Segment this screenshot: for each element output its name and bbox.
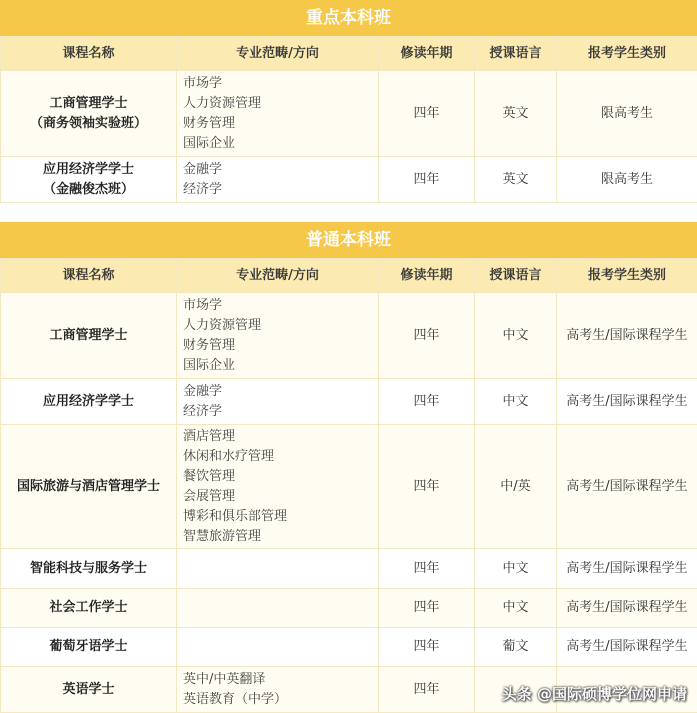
majors-cell <box>177 549 379 589</box>
course-name-line: 国际旅游与酒店管理学士 <box>1 477 176 497</box>
key-section <box>0 0 697 203</box>
course-name-line: 工商管理学士 <box>1 94 176 114</box>
course-name <box>1 628 177 667</box>
language-cell: 英文 <box>475 71 557 157</box>
eligibility-cell: 高考生/国际课程学生 <box>557 628 697 667</box>
table-row <box>1 425 697 549</box>
eligibility-cell: 高考生/国际课程学生 <box>557 293 697 379</box>
table-row <box>1 157 697 203</box>
major-item: 酒店管理 <box>183 427 378 447</box>
table-row <box>1 71 697 157</box>
course-name-line: 应用经济学学士 <box>1 392 176 412</box>
regular-course-table <box>0 258 697 713</box>
language-cell: 中/英 <box>475 425 557 549</box>
regular-section-title: 普通本科班 <box>0 222 697 258</box>
header-language: 授课语言 <box>475 259 557 293</box>
course-name-line: 社会工作学士 <box>1 598 176 618</box>
majors-cell <box>177 425 379 549</box>
language-cell: 中文 <box>475 379 557 425</box>
language-cell: 葡文 <box>475 628 557 667</box>
table-row <box>1 549 697 589</box>
majors-cell <box>177 157 379 203</box>
regular-section <box>0 222 697 713</box>
years-cell: 四年 <box>379 589 475 628</box>
course-name-line: 英语学士 <box>1 680 176 700</box>
majors-cell <box>177 71 379 157</box>
table-row <box>1 589 697 628</box>
years-cell: 四年 <box>379 667 475 713</box>
table-row <box>1 293 697 379</box>
major-item: 人力资源管理 <box>183 316 378 336</box>
key-section-title: 重点本科班 <box>0 0 697 36</box>
major-item: 英中/中英翻译 <box>183 670 378 690</box>
header-course-name: 课程名称 <box>1 37 177 71</box>
years-cell: 四年 <box>379 71 475 157</box>
language-cell: 英文 <box>475 157 557 203</box>
language-cell: 中文 <box>475 293 557 379</box>
table-header-row <box>1 37 697 71</box>
header-course-name: 课程名称 <box>1 259 177 293</box>
course-name <box>1 71 177 157</box>
major-item: 经济学 <box>183 402 378 422</box>
major-item: 经济学 <box>183 180 378 200</box>
course-name-line: （金融俊杰班） <box>1 180 176 200</box>
header-years: 修读年期 <box>379 259 475 293</box>
major-item: 休闲和水疗管理 <box>183 447 378 467</box>
major-item: 财务管理 <box>183 336 378 356</box>
course-name <box>1 549 177 589</box>
table-row <box>1 379 697 425</box>
major-item: 博彩和俱乐部管理 <box>183 507 378 527</box>
header-majors: 专业范畴/方向 <box>177 259 379 293</box>
years-cell: 四年 <box>379 425 475 549</box>
course-name-line: 应用经济学学士 <box>1 160 176 180</box>
course-name-line: 智能科技与服务学士 <box>1 559 176 579</box>
major-item: 人力资源管理 <box>183 94 378 114</box>
major-item: 金融学 <box>183 160 378 180</box>
key-course-table <box>0 36 697 203</box>
table-row <box>1 628 697 667</box>
table-header-row <box>1 259 697 293</box>
major-item: 财务管理 <box>183 114 378 134</box>
course-name <box>1 667 177 713</box>
years-cell: 四年 <box>379 293 475 379</box>
eligibility-cell: 高考生/国际课程学生 <box>557 589 697 628</box>
major-item: 国际企业 <box>183 356 378 376</box>
course-name <box>1 293 177 379</box>
major-item: 会展管理 <box>183 487 378 507</box>
eligibility-cell: 高考生/国际课程学生 <box>557 425 697 549</box>
majors-cell <box>177 667 379 713</box>
course-name <box>1 379 177 425</box>
major-item: 国际企业 <box>183 134 378 154</box>
years-cell: 四年 <box>379 549 475 589</box>
eligibility-cell: 限高考生 <box>557 71 697 157</box>
major-item: 市场学 <box>183 296 378 316</box>
eligibility-cell: 限高考生 <box>557 157 697 203</box>
eligibility-cell: 高考生/国际课程学生 <box>557 549 697 589</box>
course-name-line: 工商管理学士 <box>1 326 176 346</box>
majors-cell <box>177 293 379 379</box>
major-item: 市场学 <box>183 74 378 94</box>
eligibility-cell: 高考生/国际课程学生 <box>557 379 697 425</box>
language-cell: 中文 <box>475 549 557 589</box>
course-name-line: 葡萄牙语学士 <box>1 637 176 657</box>
header-years: 修读年期 <box>379 37 475 71</box>
major-item: 智慧旅游管理 <box>183 527 378 547</box>
header-eligibility: 报考学生类别 <box>557 37 697 71</box>
header-majors: 专业范畴/方向 <box>177 37 379 71</box>
major-item: 金融学 <box>183 382 378 402</box>
header-language: 授课语言 <box>475 37 557 71</box>
section-gap <box>0 203 697 222</box>
course-name <box>1 589 177 628</box>
years-cell: 四年 <box>379 157 475 203</box>
language-cell: 中文 <box>475 589 557 628</box>
course-name <box>1 425 177 549</box>
major-item: 餐饮管理 <box>183 467 378 487</box>
major-item: 英语教育（中学） <box>183 690 378 710</box>
years-cell: 四年 <box>379 628 475 667</box>
watermark: 头条 @国际硕博学位网申请 <box>502 683 687 704</box>
years-cell: 四年 <box>379 379 475 425</box>
header-eligibility: 报考学生类别 <box>557 259 697 293</box>
majors-cell <box>177 379 379 425</box>
majors-cell <box>177 628 379 667</box>
majors-cell <box>177 589 379 628</box>
course-name-line: （商务领袖实验班） <box>1 114 176 134</box>
course-name <box>1 157 177 203</box>
